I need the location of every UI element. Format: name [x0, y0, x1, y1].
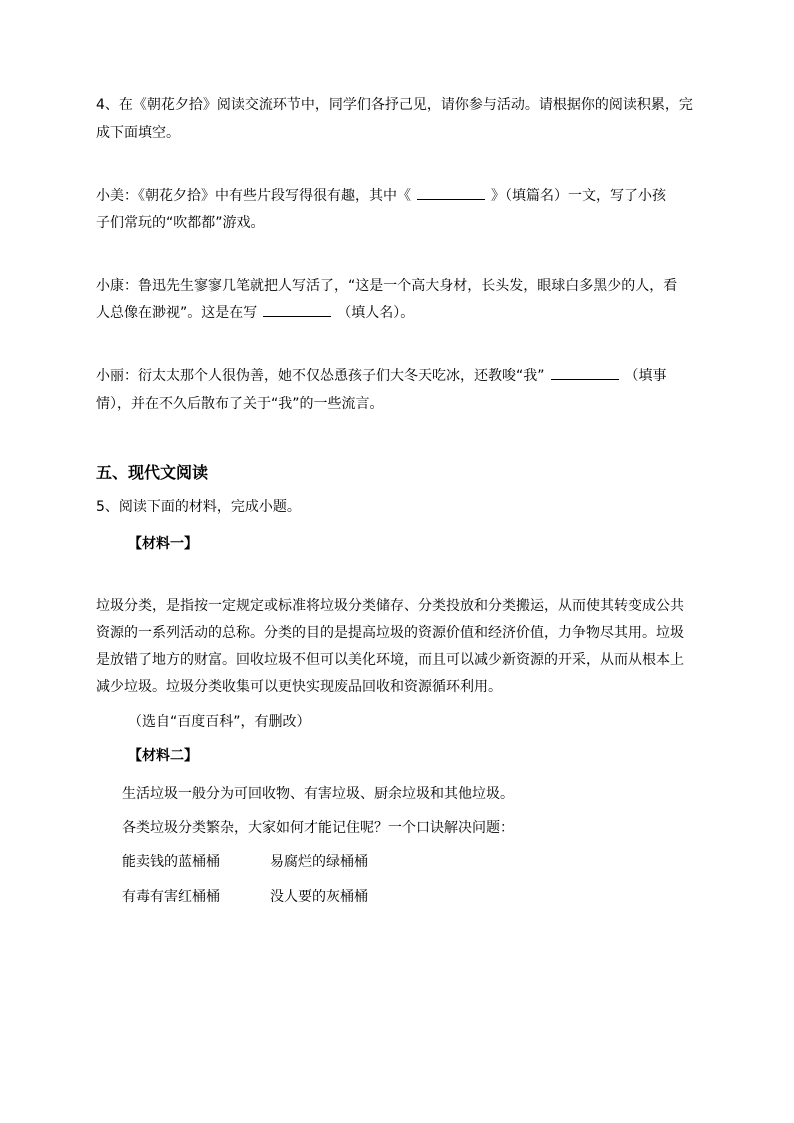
material1-title: 【材料一】 — [128, 536, 198, 552]
q4-xiaokang-line1: 小康：鲁迅先生寥寥几笔就把人写活了，“这是一个高大身材，长头发，眼球白多黑少的人，看 — [96, 278, 678, 294]
section-heading: 五、现代文阅读 — [96, 463, 209, 482]
rhyme-left: 有毒有害红桶桶 — [122, 889, 220, 905]
q4-intro-line2: 成下面填空。 — [96, 125, 180, 141]
q4-xiaoli-line2: 情），并在不久后散布了关于“我”的一些流言。 — [96, 396, 384, 412]
material2-line2: 各类垃圾分类繁杂，大家如何才能记住呢？一个口诀解决问题： — [122, 820, 514, 836]
q4-xiaomei-line1 — [96, 187, 666, 205]
q5-intro: 5、阅读下面的材料，完成小题。 — [96, 499, 301, 515]
rhyme-row — [122, 888, 220, 906]
material1-line: 垃圾分类，是指按一定规定或标准将垃圾分类储存、分类投放和分类搬运，从而使其转变成公共 — [96, 598, 684, 614]
rhyme-left: 能卖钱的蓝桶桶 — [122, 854, 220, 870]
material1-line: 减少垃圾。垃圾分类收集可以更快实现废品回收和资源循环利用。 — [96, 679, 502, 695]
xiaokang-text-a: 人总像在渺视”。这是在写 — [96, 305, 258, 321]
material1-line: 资源的一系列活动的总称。分类的目的是提高垃圾的资源价值和经济价值，力争物尽其用。垃圾 — [96, 625, 684, 641]
rhyme-row — [122, 853, 220, 871]
rhyme-row-right — [270, 853, 368, 871]
rhyme-row-right — [270, 888, 368, 906]
material2-line1: 生活垃圾一般分为可回收物、有害垃圾、厨余垃圾和其他垃圾。 — [122, 786, 514, 802]
rhyme-right: 没人要的灰桶桶 — [270, 889, 368, 905]
material1-source: （选自“百度百科”，有删改） — [128, 714, 311, 730]
xiaomei-text-b: 》（填篇名）一文，写了小孩 — [491, 188, 666, 204]
q4-xiaomei-line2: 子们常玩的“吹都都”游戏。 — [96, 215, 265, 231]
q4-intro-line1: 4、在《朝花夕拾》阅读交流环节中，同学们各抒己见，请你参与活动。请根据你的阅读积累，完 — [96, 97, 693, 113]
answer-blank-title[interactable] — [417, 187, 485, 200]
xiaomei-text-a: 小美：《朝花夕拾》中有些片段写得很有趣，其中《 — [96, 188, 411, 204]
material2-title: 【材料二】 — [128, 748, 198, 764]
answer-blank-event[interactable] — [551, 367, 619, 380]
q4-xiaokang-line2 — [96, 304, 414, 322]
q4-xiaoli-line1 — [96, 367, 667, 385]
xiaoli-text-b: （填事 — [624, 368, 667, 384]
answer-blank-person[interactable] — [263, 304, 331, 317]
xiaoli-text-a: 小丽：衍太太那个人很伪善，她不仅怂恿孩子们大冬天吃冰，还教唆“我” — [96, 368, 545, 384]
material1-line: 是放错了地方的财富。回收垃圾不但可以美化环境，而且可以减少新资源的开采，从而从根本上 — [96, 652, 684, 668]
rhyme-right: 易腐烂的绿桶桶 — [270, 854, 368, 870]
xiaokang-text-b: （填人名）。 — [337, 305, 415, 321]
